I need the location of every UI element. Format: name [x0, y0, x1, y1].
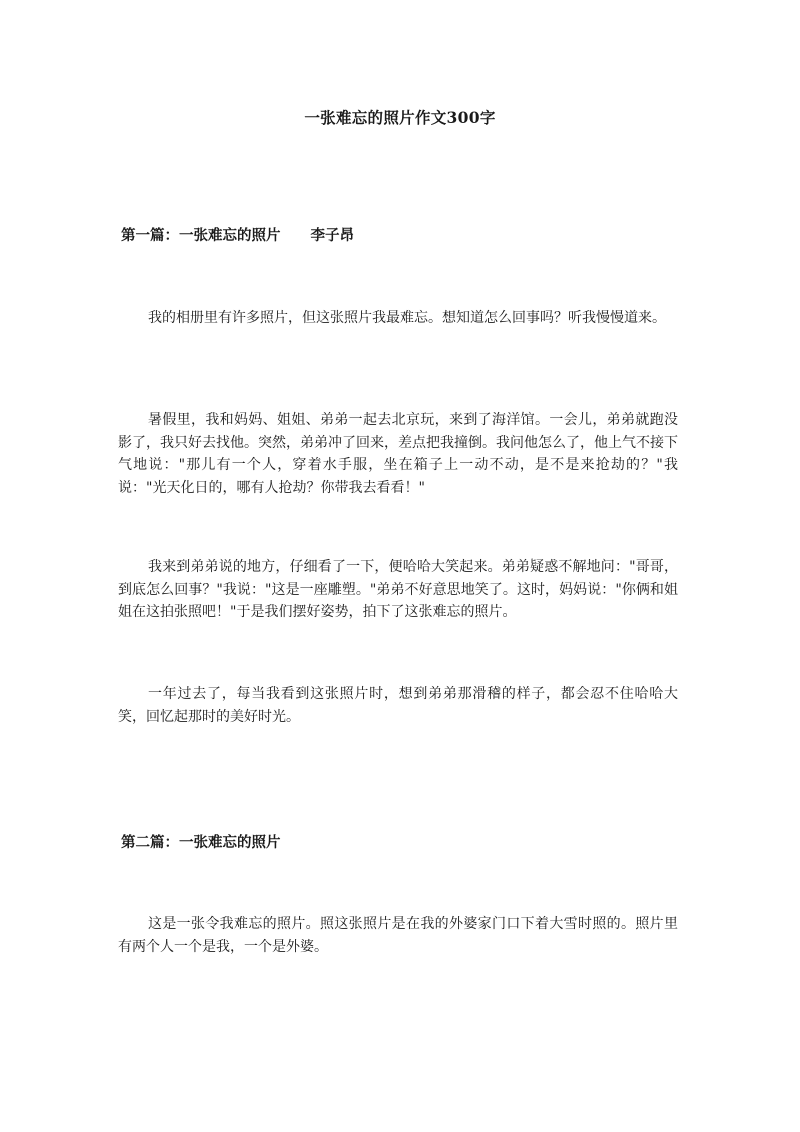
essay-1-heading	[121, 224, 354, 245]
essay-1-author: 李子昂	[310, 227, 354, 244]
essay-1-paragraph-2: 暑假里，我和妈妈、姐姐、弟弟一起去北京玩，来到了海洋馆。一会儿，弟弟就跑没影了，我只好去找他。突然，弟弟冲了回来，差点把我撞倒。我问他怎么了，他上气不接下气地说："那儿有一个人，穿着水手服，坐在箱子上一动不动，是不是来抢劫的？"我说："光天化日的，哪有人抢劫？你带我去看看！"	[118, 412, 678, 496]
essay-1-heading-text: 第一篇：一张难忘的照片	[121, 227, 281, 244]
document-title: 一张难忘的照片作文300字	[304, 108, 496, 127]
essay-2-heading: 第二篇：一张难忘的照片	[121, 834, 281, 851]
essay-1-paragraph-4: 一年过去了，每当我看到这张照片时，想到弟弟那滑稽的样子，都会忍不住哈哈大笑，回忆起那时的美好时光。	[118, 686, 678, 725]
essay-1-paragraph-1: 我的相册里有许多照片，但这张照片我最难忘。想知道怎么回事吗？听我慢慢道来。	[148, 310, 666, 326]
essay-1-paragraph-3: 我来到弟弟说的地方，仔细看了一下，便哈哈大笑起来。弟弟疑惑不解地问："哥哥，到底怎么回事？"我说："这是一座雕塑。"弟弟不好意思地笑了。这时，妈妈说："你俩和姐姐在这拍张照吧！"于是我们摆好姿势，拍下了这张难忘的照片。	[118, 559, 678, 620]
essay-2-paragraph-1: 这是一张令我难忘的照片。照这张照片是在我的外婆家门口下着大雪时照的。照片里有两个人一个是我，一个是外婆。	[118, 916, 678, 955]
